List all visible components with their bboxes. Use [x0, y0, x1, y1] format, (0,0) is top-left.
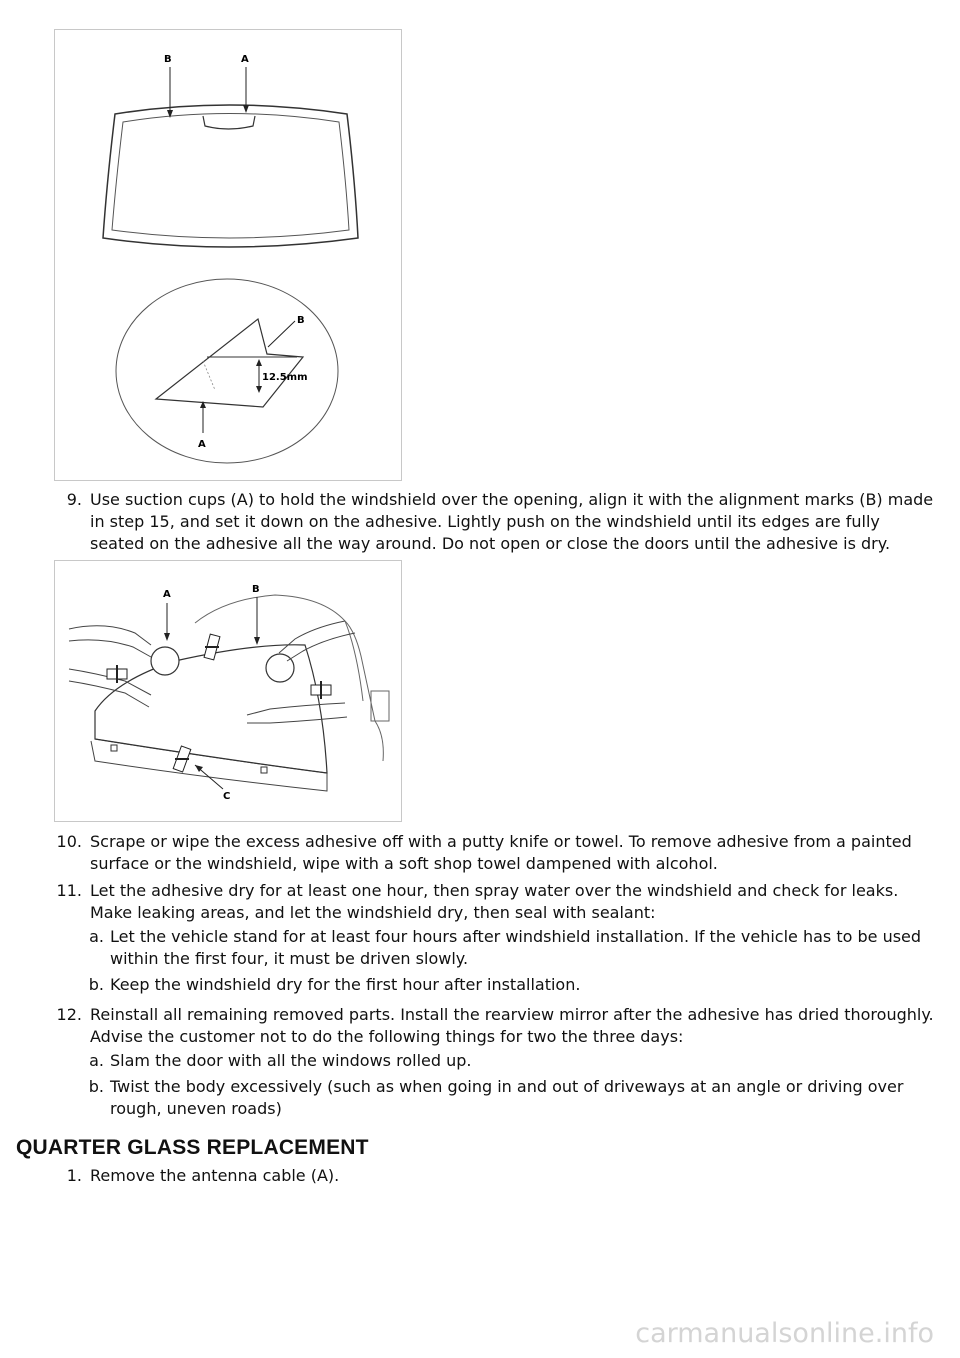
- label-a: A: [163, 589, 171, 600]
- substep-11b: [78, 974, 938, 996]
- substep-text: Twist the body excessively (such as when going in and out of driveways at an angle or driving over rough, uneven roads): [110, 1077, 904, 1118]
- step-text: Scrape or wipe the excess adhesive off with a putty knife or towel. To remove adhesive from a painted surface or the windshield, wipe with a soft shop towel dampened with alcohol.: [90, 832, 912, 873]
- substep-letter: b.: [88, 1077, 104, 1096]
- substep-letter: b.: [88, 975, 104, 994]
- label-a: A: [241, 54, 249, 65]
- label-c: C: [223, 791, 231, 802]
- step-text: Remove the antenna cable (A).: [90, 1166, 340, 1185]
- step-text: Let the adhesive dry for at least one hour, then spray water over the windshield and check for leaks. Make leaking areas, and let the windshield dry, then seal with sealant:: [90, 881, 899, 922]
- substep-text: Keep the windshield dry for the first hour after installation.: [110, 975, 581, 994]
- watermark: carmanualsonline.info: [635, 1318, 934, 1349]
- step-12: [48, 1004, 938, 1048]
- section-heading: QUARTER GLASS REPLACEMENT: [16, 1136, 369, 1159]
- step-text: Use suction cups (A) to hold the windshield over the opening, align it with the alignment marks (B) made in step 15, and set it down on the adhesive. Lightly push on the windshield until its edges are fully seated on the adhesive all the way around. Do not open or close the doors until the adhesive is dry.: [90, 490, 934, 553]
- step-number: 1.: [66, 1166, 82, 1185]
- figure-windshield-alignment: [54, 29, 402, 481]
- substep-letter: a.: [89, 1051, 104, 1070]
- step-number: 11.: [56, 881, 82, 900]
- label-b: B: [164, 54, 172, 65]
- substep-12b: [78, 1076, 938, 1120]
- substep-letter: a.: [89, 927, 104, 946]
- step-11: [48, 880, 938, 924]
- label-b-detail: B: [297, 315, 305, 326]
- quarter-glass-step-1: [48, 1165, 938, 1187]
- step-text: Reinstall all remaining removed parts. Install the rearview mirror after the adhesive has dried thoroughly. Advise the customer not to do the following things for two the three days:: [90, 1005, 934, 1046]
- substep-12a: [78, 1050, 938, 1072]
- label-a-detail: A: [198, 439, 206, 450]
- step-number: 9.: [66, 490, 82, 509]
- step-number: 10.: [56, 832, 82, 851]
- substep-text: Slam the door with all the windows rolled up.: [110, 1051, 472, 1070]
- suction-cup-installation-diagram: [55, 561, 401, 821]
- step-number: 12.: [56, 1005, 82, 1024]
- label-dimension: 12.5mm: [262, 372, 308, 383]
- substep-11a: [78, 926, 938, 970]
- windshield-alignment-diagram: [55, 30, 401, 480]
- label-b: B: [252, 584, 260, 595]
- substep-text: Let the vehicle stand for at least four hours after windshield installation. If the vehicle has to be used within the first four, it must be driven slowly.: [110, 927, 922, 968]
- step-9: [48, 489, 938, 555]
- step-10: [48, 831, 938, 875]
- figure-suction-cups: [54, 560, 402, 822]
